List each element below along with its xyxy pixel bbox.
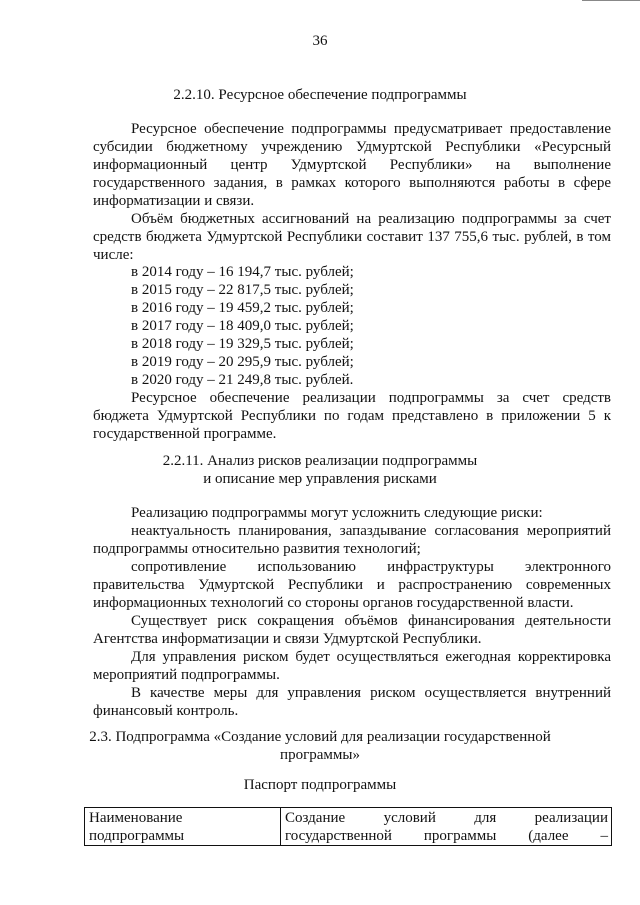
text-line: субсидии бюджетному учреждению Удмуртской Республики «Ресурсный: [93, 139, 611, 156]
table-cell-value: [281, 808, 612, 846]
paragraph-risk-management: [93, 648, 611, 684]
table-row: [85, 808, 612, 846]
text-line: В качестве меры для управления риском осуществляется внутренний: [131, 685, 611, 701]
paragraph-risk-funding: [93, 612, 611, 648]
text-line: бюджета Удмуртской Республики по годам представлено в приложении 5 к: [93, 408, 611, 425]
text-line: государственной программе.: [93, 426, 277, 443]
text-line: неактуальность планирования, запаздывание согласования мероприятий: [131, 523, 611, 539]
text-line: Ресурсное обеспечение подпрограммы предусматривает предоставление: [131, 121, 611, 137]
list-item-year-2020: в 2020 году – 21 249,8 тыс. рублей.: [131, 372, 354, 388]
text-line: правительства Удмуртской Республики и распространению современных: [93, 577, 611, 594]
text-line: Реализацию подпрограммы могут усложнить следующие риски:: [131, 505, 543, 521]
list-item-year-2019: в 2019 году – 20 295,9 тыс. рублей;: [131, 354, 354, 370]
passport-table: [84, 807, 612, 846]
text-line: подпрограммы относительно развития технологий;: [93, 541, 421, 558]
text-line: средств бюджета Удмуртской Республики составит 137 755,6 тыс. рублей, в том: [93, 229, 611, 246]
section-heading-2-3-continued: программы»: [280, 747, 360, 763]
paragraph-risk-planning: [93, 522, 611, 558]
list-item-year-2014: в 2014 году – 16 194,7 тыс. рублей;: [131, 264, 354, 280]
section-heading-2-2-10: 2.2.10. Ресурсное обеспечение подпрограммы: [173, 87, 467, 103]
list-item-year-2017: в 2017 году – 18 409,0 тыс. рублей;: [131, 318, 354, 334]
text-line: информационный центр Удмуртской Республики» на выполнение: [93, 157, 611, 174]
text-line: Наименование: [89, 810, 183, 826]
text-line: государственной программы (далее –: [285, 828, 608, 844]
text-line: информационных технологий со стороны органов государственной власти.: [93, 595, 574, 612]
text-line: Для управления риском будет осуществляться ежегодная корректировка: [131, 649, 611, 665]
section-heading-2-2-11: 2.2.11. Анализ рисков реализации подпрограммы: [162, 453, 478, 469]
text-line: подпрограммы: [89, 828, 185, 844]
table-cell-label: [85, 808, 281, 846]
list-item-year-2015: в 2015 году – 22 817,5 тыс. рублей;: [131, 282, 354, 298]
list-item-year-2016: в 2016 году – 19 459,2 тыс. рублей;: [131, 300, 354, 316]
text-line: Создание условий для реализации: [285, 810, 608, 826]
paragraph-risk-resistance: [93, 558, 611, 612]
list-item-year-2018: в 2018 году – 19 329,5 тыс. рублей;: [131, 336, 354, 352]
text-line: информатизации и связи.: [93, 193, 255, 210]
text-line: финансовый контроль.: [93, 703, 239, 720]
page-number: 36: [312, 33, 328, 49]
text-line: числе:: [93, 247, 134, 264]
paragraph-risks-intro: [93, 504, 611, 522]
text-line: Объём бюджетных ассигнований на реализацию подпрограммы за счет: [131, 211, 611, 227]
section-heading-2-2-11-continued: и описание мер управления рисками: [203, 471, 437, 487]
paragraph-resource-by-year: [93, 389, 611, 443]
paragraph-internal-control: [93, 684, 611, 720]
text-line: Агентства информатизации и связи Удмуртской Республики.: [93, 631, 482, 648]
text-line: Существует риск сокращения объёмов финансирования деятельности: [131, 613, 611, 629]
paragraph-budget-volume: [93, 210, 611, 264]
text-line: сопротивление использованию инфраструктуры электронного: [131, 559, 611, 575]
passport-title: Паспорт подпрограммы: [243, 777, 397, 793]
text-line: мероприятий подпрограммы.: [93, 667, 280, 684]
text-line: государственного задания, в рамках которого выполняются работы в сфере: [93, 175, 611, 192]
text-line: Ресурсное обеспечение реализации подпрограммы за счет средств: [131, 390, 611, 406]
section-heading-2-3: 2.3. Подпрограмма «Создание условий для реализации государственной: [89, 729, 551, 745]
paragraph-resource-support: [93, 120, 611, 210]
scan-edge-mark: [582, 0, 640, 1]
